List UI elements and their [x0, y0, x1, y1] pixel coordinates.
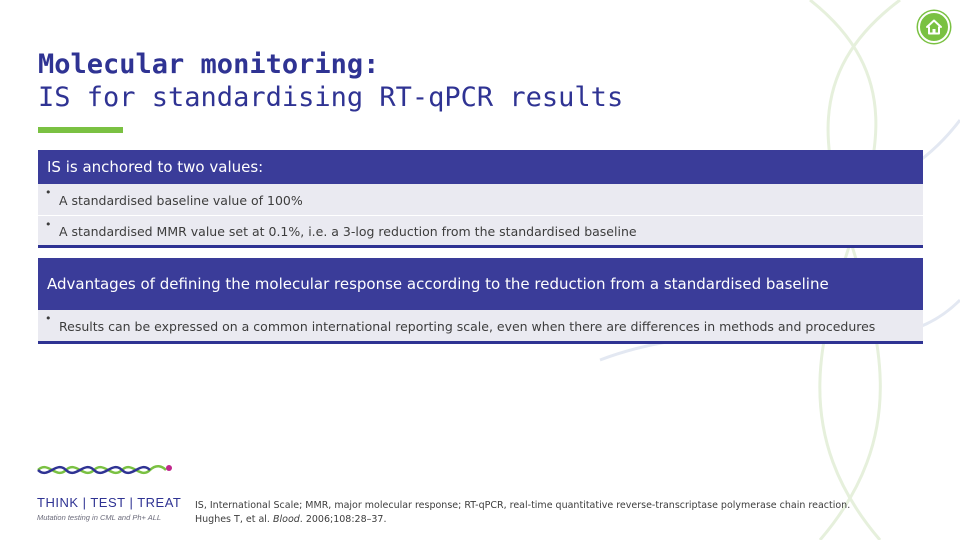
reference-authors: Hughes T, et al. [195, 514, 273, 525]
bullet-baseline-value: • A standardised baseline value of 100% [38, 184, 923, 216]
footnote-reference [195, 513, 850, 527]
is-anchor-header: IS is anchored to two values: [38, 150, 923, 184]
is-anchor-box [38, 150, 923, 248]
bullet-common-scale: • Results can be expressed on a common international reporting scale, even when there are differences in methods and procedures [38, 310, 923, 341]
reference-journal: Blood [272, 514, 300, 525]
logo-subtitle: Mutation testing in CML and Ph+ ALL [37, 513, 162, 522]
home-icon [925, 18, 943, 36]
advantages-box [38, 258, 923, 344]
logo-text: THINK | TEST | TREAT [37, 495, 182, 510]
footnote-abbreviations: IS, International Scale; MMR, major molecular response; RT-qPCR, real-time quantitative reverse-transcriptase polymerase chain reaction. [195, 500, 851, 511]
title-line-1: Molecular monitoring: [38, 49, 380, 80]
bullet-mmr-value: • A standardised MMR value set at 0.1%, i.e. a 3-log reduction from the standardised baseline [38, 216, 923, 245]
title-accent-bar [38, 127, 123, 133]
advantages-header: Advantages of defining the molecular response according to the reduction from a standardised baseline [38, 258, 923, 310]
reference-details: . 2006;108:28–37. [299, 514, 387, 525]
footnote [195, 499, 850, 527]
home-button[interactable] [918, 11, 950, 43]
title-line-2: IS for standardising RT-qPCR results [38, 82, 624, 113]
page-title [38, 48, 623, 114]
